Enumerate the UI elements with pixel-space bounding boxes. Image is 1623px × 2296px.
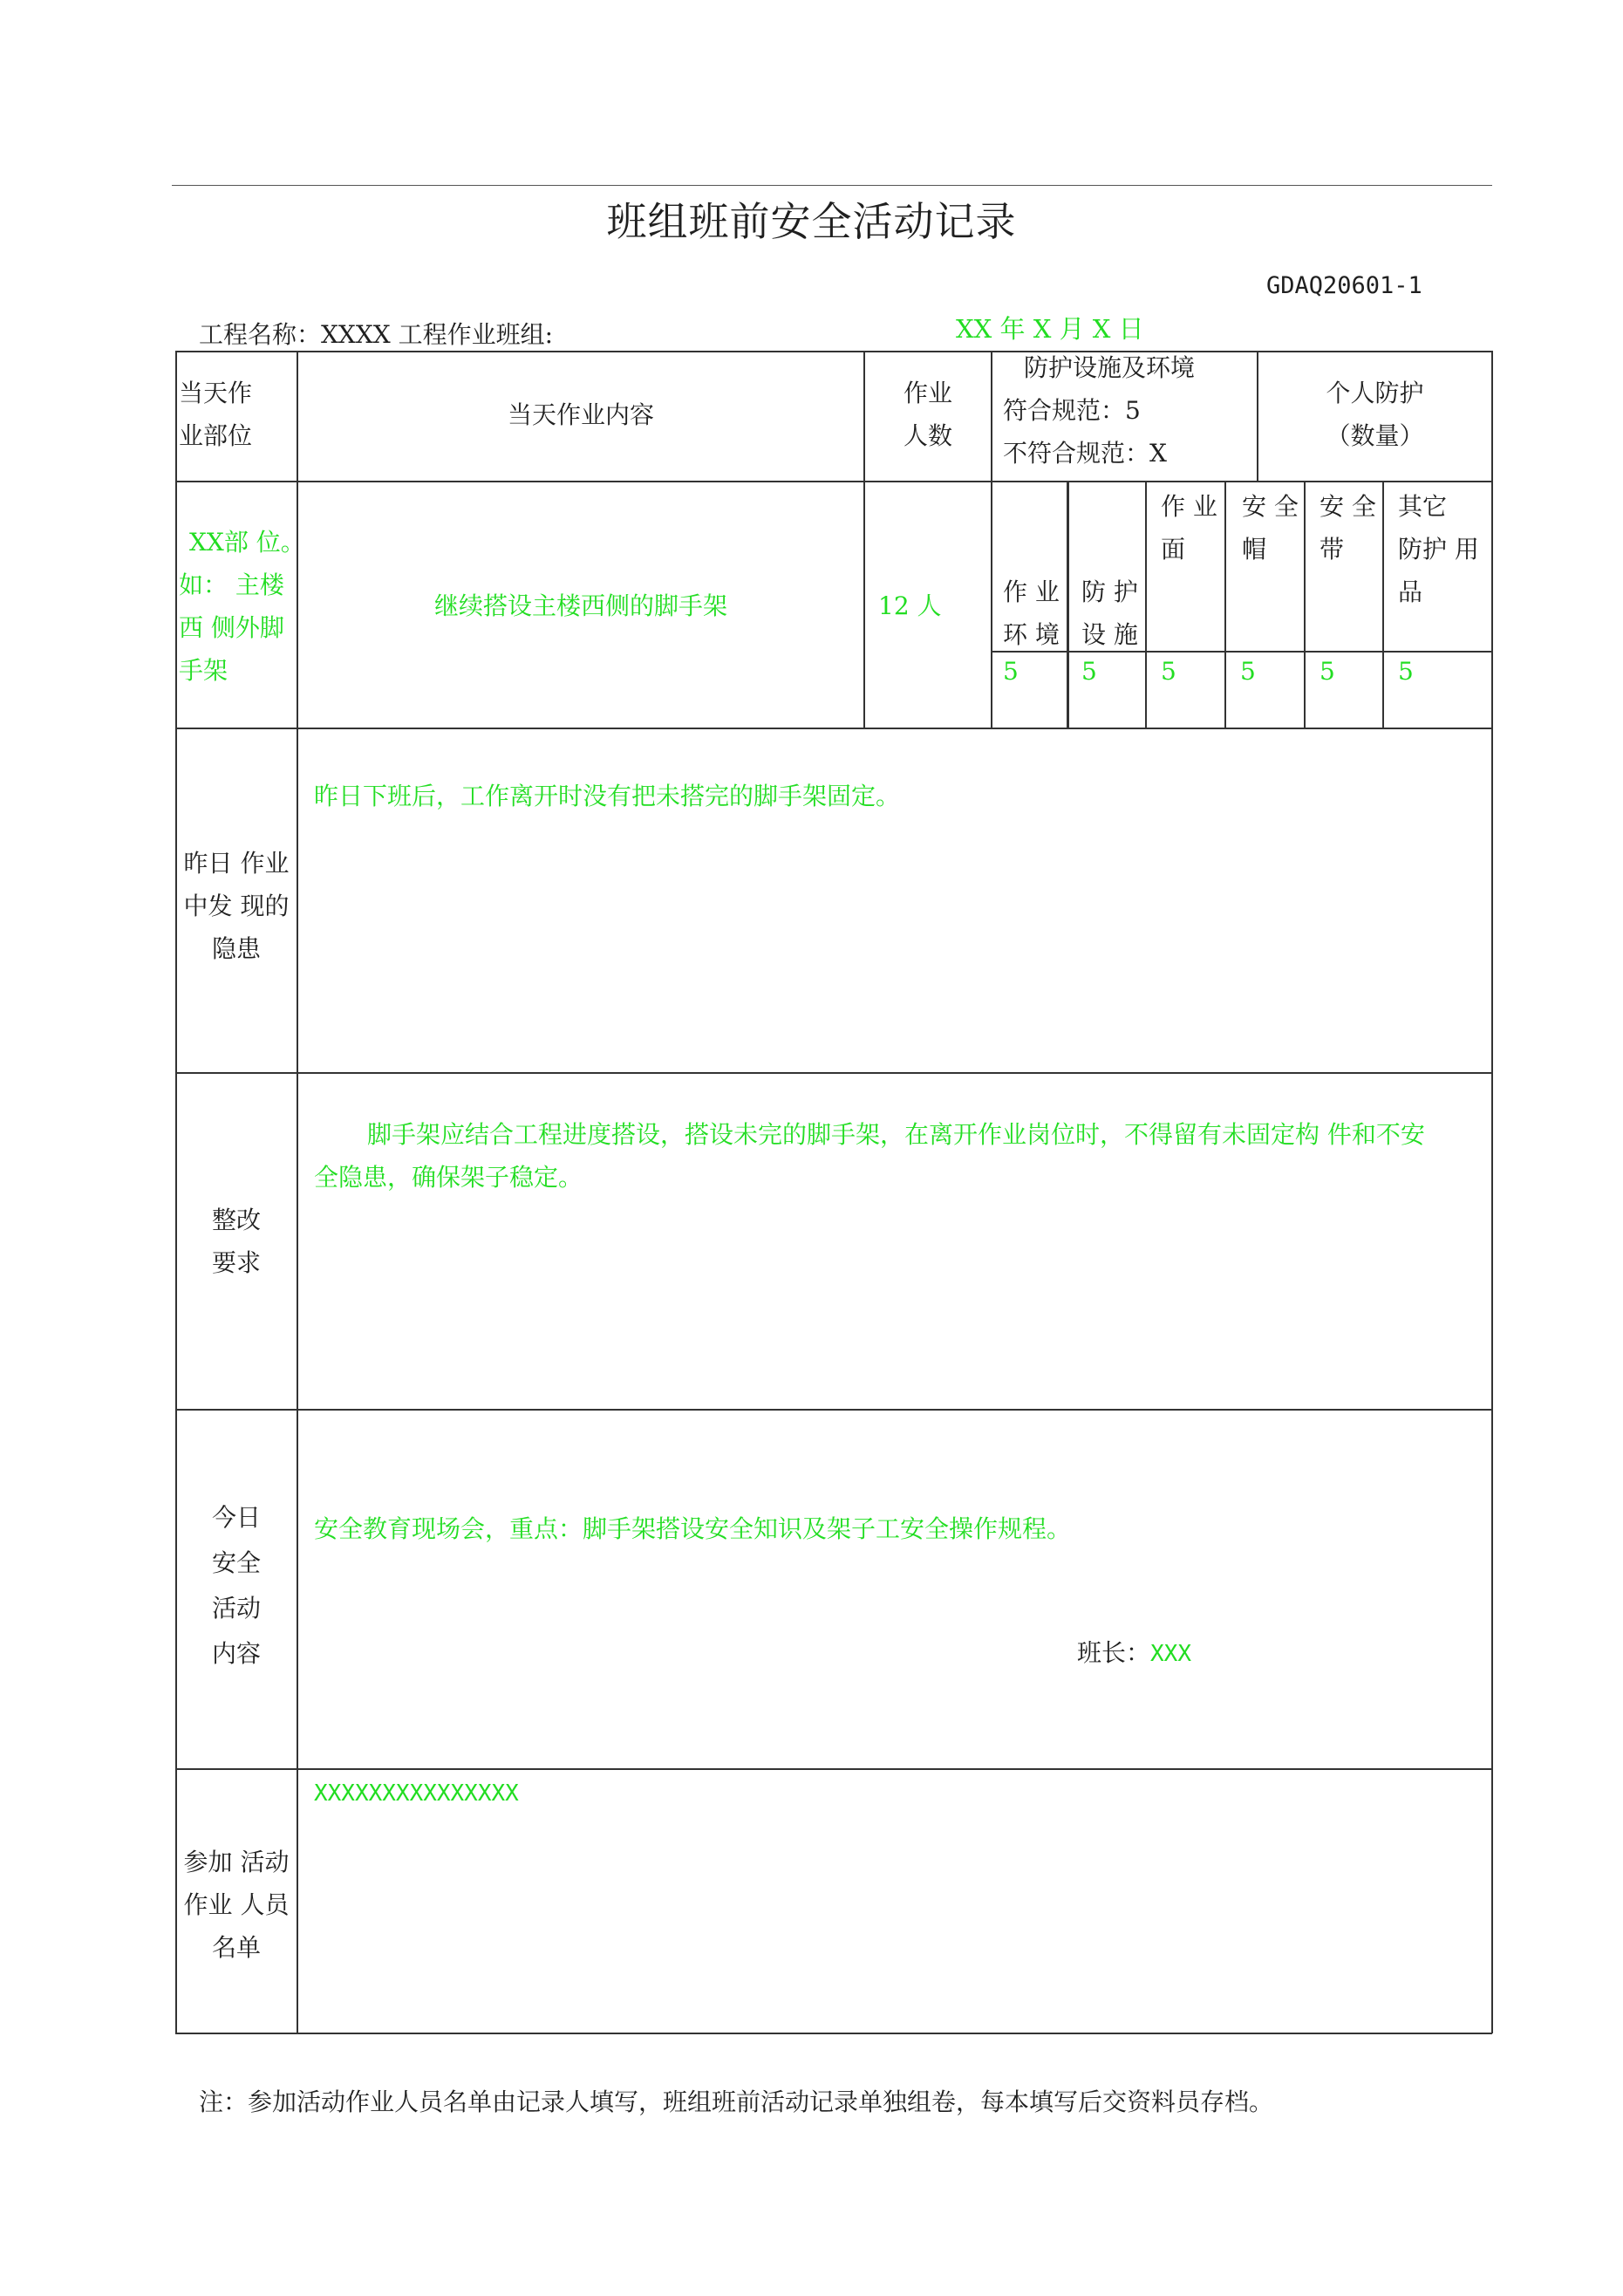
project-line: 工程名称：XXXX 工程作业班组: bbox=[199, 320, 554, 349]
grid-line bbox=[1491, 351, 1493, 2033]
grid-line bbox=[1067, 481, 1069, 728]
team-leader: 班长：XXX bbox=[1077, 1638, 1191, 1667]
header-ppe: 个人防护 （数量） bbox=[1326, 379, 1424, 450]
top-rule bbox=[172, 185, 1492, 186]
header-facility: 防护设施及环境 符合规范：5 不符合规范：X bbox=[1003, 353, 1196, 468]
footnote: 注：参加活动作业人员名单由记录人填写，班组班前活动记录单独组卷，每本填写后交资料员存档。 bbox=[199, 2088, 1274, 2116]
grid-line bbox=[991, 351, 992, 728]
grid-line bbox=[175, 351, 177, 2033]
header-content: 当天作业内容 bbox=[507, 400, 654, 429]
row-content: 继续搭设主楼西侧的脚手架 bbox=[433, 591, 727, 620]
grid-line bbox=[175, 1768, 1492, 1770]
grid-line bbox=[175, 351, 1492, 352]
value-work-env: 5 bbox=[1003, 657, 1019, 686]
grid-line bbox=[1224, 481, 1226, 728]
participants-names: XXXXXXXXXXXXXXX bbox=[314, 1780, 519, 1807]
grid-line bbox=[175, 728, 1492, 729]
value-protection-facility: 5 bbox=[1081, 657, 1097, 686]
grid-line bbox=[175, 1409, 1492, 1411]
value-other-ppe: 5 bbox=[1398, 657, 1414, 686]
subheader-protection-facility: 防 护 设 施 bbox=[1081, 577, 1138, 649]
grid-line bbox=[175, 2033, 1492, 2034]
grid-line bbox=[1304, 481, 1306, 728]
row-workers: 12 人 bbox=[878, 591, 942, 620]
subheader-helmet: 安 全 帽 bbox=[1242, 492, 1299, 564]
grid-line bbox=[175, 1072, 1492, 1074]
grid-line bbox=[175, 481, 1492, 482]
header-workers: 作业 人数 bbox=[903, 379, 952, 450]
page-title: 班组班前安全活动记录 bbox=[606, 198, 1017, 245]
rectify-label: 整改 要求 bbox=[211, 1206, 261, 1277]
value-helmet: 5 bbox=[1240, 657, 1256, 686]
rectify-text: 脚手架应结合工程进度搭设，搭设未完的脚手架，在离开作业岗位时，不得留有未固定构 件和不安 全隐患，确保架子稳定。 bbox=[314, 1120, 1425, 1192]
activity-text: 安全教育现场会，重点：脚手架搭设安全知识及架子工安全操作规程。 bbox=[314, 1514, 1072, 1543]
header-location: 当天作 业部位 bbox=[179, 379, 253, 450]
grid-line bbox=[1145, 481, 1147, 728]
row-location: XX部 位。 如： 主楼 西 侧外脚 手架 bbox=[179, 528, 305, 685]
participants-label: 参加 活动 作业 人员 名单 bbox=[183, 1848, 290, 1962]
subheader-safety-belt: 安 全 带 bbox=[1320, 492, 1376, 564]
value-work-surface: 5 bbox=[1161, 657, 1176, 686]
subheader-work-env: 作 业 环 境 bbox=[1003, 577, 1060, 649]
subheader-other-ppe: 其它 防护 用 品 bbox=[1398, 492, 1479, 606]
value-safety-belt: 5 bbox=[1320, 657, 1335, 686]
hazard-label: 昨日 作业 中发 现的 隐患 bbox=[183, 849, 290, 963]
date: XX 年 X 月 X 日 bbox=[956, 314, 1144, 344]
grid-line bbox=[1382, 481, 1384, 728]
subheader-work-surface: 作 业 面 bbox=[1161, 492, 1217, 564]
hazard-text: 昨日下班后，工作离开时没有把未搭完的脚手架固定。 bbox=[314, 782, 901, 810]
activity-label: 今日 安全 活动 内容 bbox=[211, 1503, 261, 1668]
doc-code: GDAQ20601-1 bbox=[1266, 272, 1422, 299]
